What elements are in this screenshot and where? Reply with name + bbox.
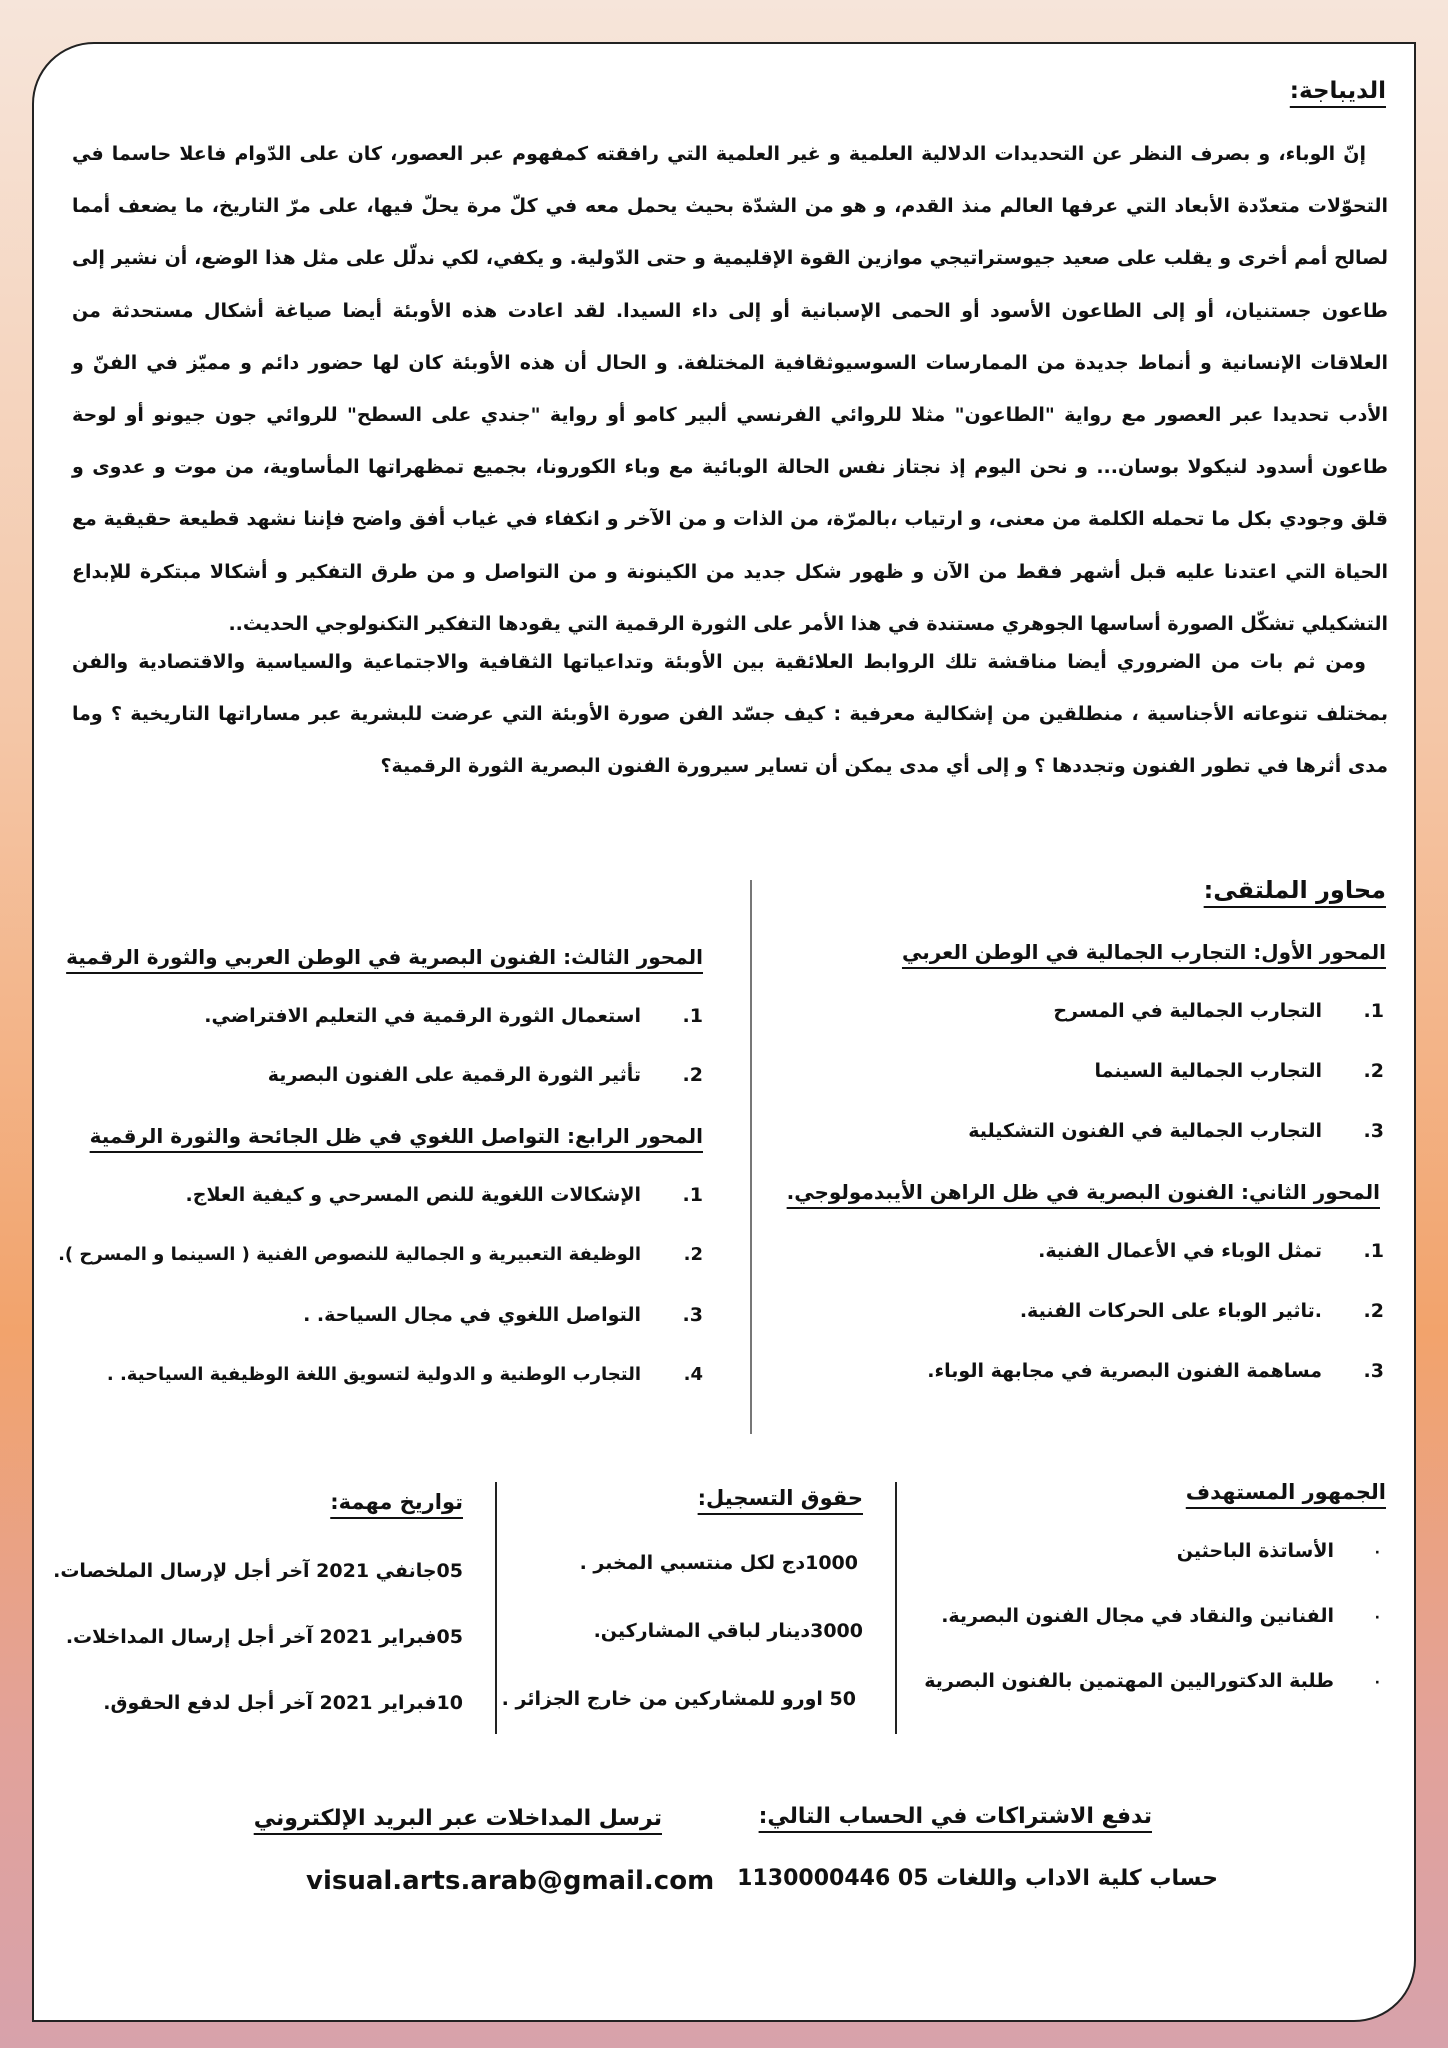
axis-2-title: المحور الثاني: الفنون البصرية في ظل الراهن الأيبدمولوجي. — [786, 1180, 1380, 1204]
dates-item-3: 10فبراير 2021 آخر أجل لدفع الحقوق. — [103, 1692, 463, 1714]
axis-item-number: 1. — [682, 1005, 703, 1027]
axis-item-text: التواصل اللغوي في مجال السياحة. . — [303, 1304, 641, 1326]
bullet-icon: · — [1374, 1675, 1380, 1691]
axis-item-text: تأثير الثورة الرقمية على الفنون البصرية — [267, 1064, 641, 1086]
submission-title: ترسل المداخلات عبر البريد الإلكتروني — [253, 1806, 662, 1831]
axis-item-number: 2. — [682, 1064, 703, 1086]
axis-item-text: التجارب الجمالية السينما — [1094, 1060, 1322, 1082]
dates-title: تواريخ مهمة: — [330, 1490, 463, 1514]
axis-2-item-2 — [1020, 1300, 1384, 1322]
audience-item-2 — [941, 1605, 1380, 1627]
axis-item-number: 1. — [682, 1184, 703, 1206]
axis-item-number: 3. — [1363, 1120, 1384, 1142]
preamble-paragraph-1: إنّ الوباء، و بصرف النظر عن التحديدات الدلالية العلمية و غير العلمية التي رافقته كمفهوم عبر العصور، كان على الدّوام فاعلا حاسما في التحوّلات متعدّدة الأبعاد التي عرفها العالم منذ القدم، و هو من الشدّة بحيث يحمل معه في كلّ مرة يحلّ فيها، على مرّ التاريخ، ما يضعف أمما لصالح أمم أخرى و يقلب على صعيد جيوستراتيجي موازين القوة الإقليمية و حتى الدّولية. و يكفي، لكي ندلّل على مثل هذا الوضع، أن نشير إلى طاعون جستنيان، أو إلى الطاعون الأسود أو الحمى الإسبانية أو إلى داء السيدا. لقد اعادت هذه الأوبئة أيضا صياغة أشكال مستحدثة من العلاقات الإنسانية و أنماط جديدة من الممارسات السوسيوثقافية المختلفة. و الحال أن هذه الأوبئة كان لها حضور دائم و مميّز في الفنّ و الأدب تحديدا عبر العصور مع رواية "الطاعون" مثلا للروائي الفرنسي ألبير كامو أو رواية "جندي على السطح" للروائي جون جيونو أو لوحة طاعون أسدود لنيكولا بوسان... و نحن اليوم إذ نجتاز نفس الحالة الوبائية مع وباء الكورونا، بجميع تمظهراتها المأساوية، من موت و عدوى و قلق وجودي بكل ما تحمله الكلمة من معنى، و ارتياب ،بالمرّة، من الذات و من الآخر و انكفاء في غياب أفق واضح فإننا نشهد قطيعة حقيقية مع الحياة التي اعتدنا عليه قبل أشهر فقط من الآن و ظهور شكل جديد من الكينونة و من التواصل و من طرق التفكير و أشكالا مبتكرة للإبداع التشكيلي تشكّل الصورة أساسها الجوهري مستندة في هذا الأمر على الثورة الرقمية التي يقودها التفكير التكنولوجي الحديث.. — [72, 143, 1388, 635]
audience-item-text: الفنانين والنقاد في مجال الفنون البصرية. — [941, 1605, 1334, 1627]
bullet-icon: · — [1374, 1545, 1380, 1561]
axis-4-title: المحور الرابع: التواصل اللغوي في ظل الجائحة والثورة الرقمية — [89, 1124, 703, 1148]
axis-item-number: 1. — [1363, 1000, 1384, 1022]
fees-item-1: 1000دج لكل منتسبي المخبر . — [579, 1552, 858, 1574]
axis-1-title: المحور الأول: التجارب الجمالية في الوطن العربي — [901, 940, 1386, 964]
preamble-title: الديباجة: — [1289, 78, 1386, 104]
payment-account: حساب كلية الاداب واللغات 05 1130000446 — [737, 1866, 1218, 1891]
email-address[interactable]: visual.arts.arab@gmail.com — [306, 1866, 715, 1896]
axis-item-number: 2. — [1363, 1300, 1384, 1322]
axis-item-text: استعمال الثورة الرقمية في التعليم الافتراضي. — [204, 1005, 641, 1027]
axis-item-number: 3. — [1363, 1360, 1384, 1382]
fees-item-2: 3000دينار لباقي المشاركين. — [593, 1620, 863, 1642]
axis-4-item-2 — [58, 1244, 703, 1265]
axes-title: محاور الملتقى: — [1203, 876, 1386, 904]
axis-item-text: الإشكالات اللغوية للنص المسرحي و كيفية العلاج. — [185, 1184, 641, 1206]
axis-item-number: 4. — [683, 1364, 703, 1385]
payment-title: تدفع الاشتراكات في الحساب التالي: — [758, 1804, 1152, 1829]
fees-title: حقوق التسجيل: — [697, 1486, 863, 1510]
axis-2-item-1 — [1038, 1240, 1384, 1262]
audience-item-text: طلبة الدكتوراليين المهتمين بالفنون البصرية — [924, 1670, 1334, 1692]
audience-item-3 — [924, 1670, 1380, 1692]
bullet-icon: · — [1374, 1610, 1380, 1626]
divider-left — [495, 1482, 497, 1734]
preamble-paragraph-2: ومن ثم بات من الضروري أيضا مناقشة تلك الروابط العلائقية بين الأوبئة وتداعياتها الثقافية والاجتماعية والسياسية والاقتصادية والفن بمختلف تنوعاته الأجناسية ، منطلقين من إشكالية معرفية : كيف جسّد الفن صورة الأوبئة التي عرضت للبشرية عبر مساراتها التاريخية ؟ وما مدى أثرها في تطور الفنون وتجددها ؟ و إلى أي مدى يمكن أن تساير سيرورة الفنون البصرية الثورة الرقمية؟ — [72, 651, 1388, 778]
axis-4-item-1 — [186, 1184, 703, 1206]
axis-item-number: 2. — [683, 1244, 703, 1265]
divider-right — [895, 1482, 897, 1734]
dates-item-2: 05فبراير 2021 آخر أجل إرسال المداخلات. — [65, 1626, 463, 1648]
axis-item-text: الوظيفة التعبيرية و الجمالية للنصوص الفنية ( السينما و المسرح ). — [58, 1244, 641, 1265]
axis-item-text: تمثل الوباء في الأعمال الفنية. — [1038, 1240, 1322, 1262]
axis-1-item-3 — [968, 1120, 1384, 1142]
axis-item-text: مساهمة الفنون البصرية في مجابهة الوباء. — [927, 1360, 1322, 1382]
axis-1-item-1 — [1053, 1000, 1384, 1022]
audience-item-text: الأساتذة الباحثين — [1176, 1540, 1334, 1562]
axes-divider — [750, 880, 752, 1434]
audience-item-1 — [1177, 1540, 1380, 1562]
axis-1-item-2 — [1095, 1060, 1384, 1082]
axis-item-number: 3. — [682, 1304, 703, 1326]
fees-item-3: 50 اورو للمشاركين من خارج الجزائر . — [501, 1688, 856, 1710]
axis-item-text: التجارب الجمالية في المسرح — [1053, 1000, 1322, 1022]
axis-item-text: التجارب الجمالية في الفنون التشكيلية — [968, 1120, 1322, 1142]
axis-3-item-2 — [268, 1064, 703, 1086]
axis-3-title: المحور الثالث: الفنون البصرية في الوطن العربي والثورة الرقمية — [66, 945, 703, 969]
axis-3-item-1 — [204, 1005, 703, 1027]
axis-item-text: التجارب الوطنية و الدولية لتسويق اللغة الوظيفية السياحية. . — [106, 1364, 641, 1385]
audience-title: الجمهور المستهدف — [1185, 1480, 1386, 1504]
axis-4-item-4 — [107, 1364, 703, 1385]
axis-item-number: 2. — [1363, 1060, 1384, 1082]
axis-item-number: 1. — [1363, 1240, 1384, 1262]
dates-item-1: 05جانفي 2021 آخر أجل لإرسال الملخصات. — [53, 1560, 463, 1582]
axis-item-text: .تاثير الوباء على الحركات الفنية. — [1019, 1300, 1322, 1322]
axis-2-item-3 — [927, 1360, 1384, 1382]
axis-4-item-3 — [303, 1304, 703, 1326]
